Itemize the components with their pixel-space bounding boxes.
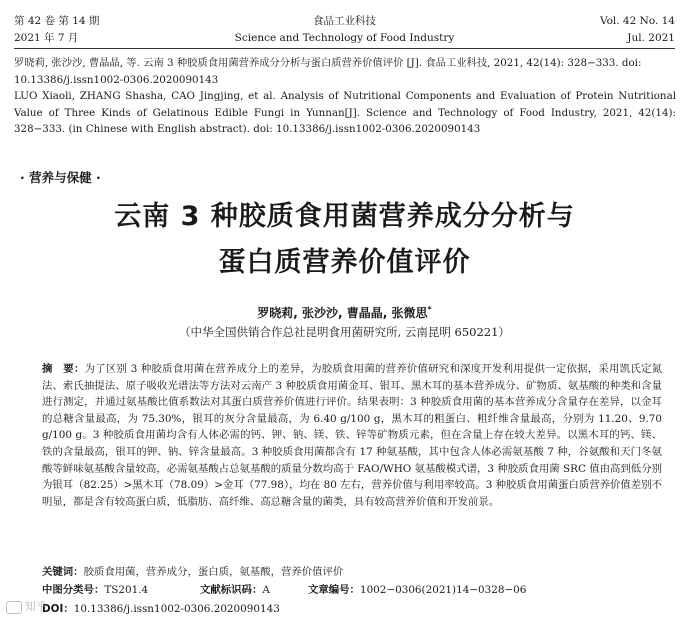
- article-number: [308, 582, 526, 598]
- abstract: [42, 361, 662, 510]
- citation-en: LUO Xiaoli, ZHANG Shasha, CAO Jingjing, et al. Analysis of Nutritional Components and Evaluation of Protein Nutritional Value of Three Kinds of Gelatinous Edible Fungi in Yunnan[J]. Science and Technology of Food Industry, 2021, 42(14): 328−333. (in Chinese with English abstract). doi: 10.13386/j.issn1002-0306.2020090143: [14, 90, 676, 135]
- article-title-line-2: 蛋白质营养价值评价: [218, 247, 471, 278]
- author-names: 罗晓莉, 张沙沙, 曹晶晶, 张微思: [257, 306, 428, 320]
- keywords: [42, 564, 662, 580]
- watermark-text: 知乎: [25, 600, 47, 613]
- header-divider: [14, 48, 675, 49]
- journal-name-cn: 食品工业科技: [313, 15, 376, 27]
- journal-name-en: Science and Technology of Food Industry: [234, 32, 455, 44]
- date-en: Jul. 2021: [627, 32, 675, 44]
- doc-code-label: 文献标识码：: [200, 584, 263, 596]
- article-title-line-1: 云南 3 种胶质食用菌营养成分分析与: [114, 201, 575, 232]
- clc-label: 中图分类号：: [42, 584, 105, 596]
- watermark-logo-icon: [6, 601, 22, 614]
- affiliation: （中华全国供销合作总社昆明食用菌研究所, 云南昆明 650221）: [179, 325, 510, 339]
- citation-cn: 罗晓莉, 张沙沙, 曹晶晶, 等. 云南 3 种胶质食用菌营养成分分析与蛋白质营养价值评价 [J]. 食品工业科技, 2021, 42(14): 328−333. doi: 10.13386/j.issn1002-0306.2020090143: [14, 57, 642, 86]
- article-number-value: 1002−0306(2021)14−0328−06: [359, 584, 527, 596]
- clc-value: TS201.4: [104, 584, 149, 596]
- doc-code-value: A: [262, 584, 270, 596]
- volume-issue-en: Vol. 42 No. 14: [599, 15, 675, 27]
- doi-label: DOI：: [42, 603, 74, 615]
- corresponding-author-mark: *: [427, 305, 432, 314]
- article-number-label: 文章编号：: [308, 584, 360, 596]
- volume-issue-cn: 第 42 卷 第 14 期: [14, 15, 100, 27]
- abstract-label: 摘 要：: [42, 363, 85, 375]
- clc-number: [42, 582, 148, 598]
- keywords-text: 胶质食用菌，营养成分，蛋白质，氨基酸，营养价值评价: [83, 566, 344, 578]
- section-label: · 营养与保健 ·: [20, 170, 101, 185]
- author-list: [0, 304, 689, 321]
- doi-value[interactable]: 10.13386/j.issn1002-0306.2020090143: [73, 603, 280, 615]
- document-code: [200, 582, 270, 598]
- abstract-text: 为了区别 3 种胶质食用菌在营养成分上的差异，为胶质食用菌的营养价值研究和深度开发利用提供一定依据，采用凯氏定氮法、索氏抽提法、原子吸收光谱法等方法对云南产 3 种胶质食用菌金耳、银耳、黑木耳的基本营养成分、矿物质、氨基酸的种类和含量进行测定，并通过氨基酸比值系数法对其蛋白质营养价值进行评价。结果表明：3 种胶质食用菌的基本营养成分含量存在差异，以金耳的总糖含量最高，为 75.30%，银耳的灰分含量最高，为 6.40 g/100 g，黑木耳的粗蛋白、粗纤维含量最高，分别为 11.20、9.70 g/100 g。3 种胶质食用菌均含有人体必需的钙、钾、钠、镁、铁、锌等矿物质元素，但在含量上存在较大差异。以黑木耳的钙、镁、铁的含量最高，银耳的钾、钠、锌含量最高。3 种胶质食用菌都含有 17 种氨基酸，其中包含人体必需氨基酸 7 种，谷氨酸和天门冬氨酸等鲜味氨基酸含量较高，必需氨基酸占总氨基酸的质量分数均高于 FAO/WHO 氨基酸模式谱，3 种胶质食用菌 SRC 值由高到低分别为银耳（82.25）>黑木耳（78.09）>金耳（77.98），均在 80 左右，营养价值与利用率较高。3 种胶质食用菌蛋白质营养价值差别不明显，都是含有较高蛋白质，低脂肪、高纤维、高总糖含量的菌类，具有较高营养价值和开发前景。: [42, 363, 663, 508]
- citation-block: [14, 55, 676, 138]
- doi-line: [42, 601, 280, 617]
- date-cn: 2021 年 7 月: [14, 32, 79, 44]
- keywords-label: 关键词：: [42, 566, 84, 578]
- watermark: [6, 598, 47, 614]
